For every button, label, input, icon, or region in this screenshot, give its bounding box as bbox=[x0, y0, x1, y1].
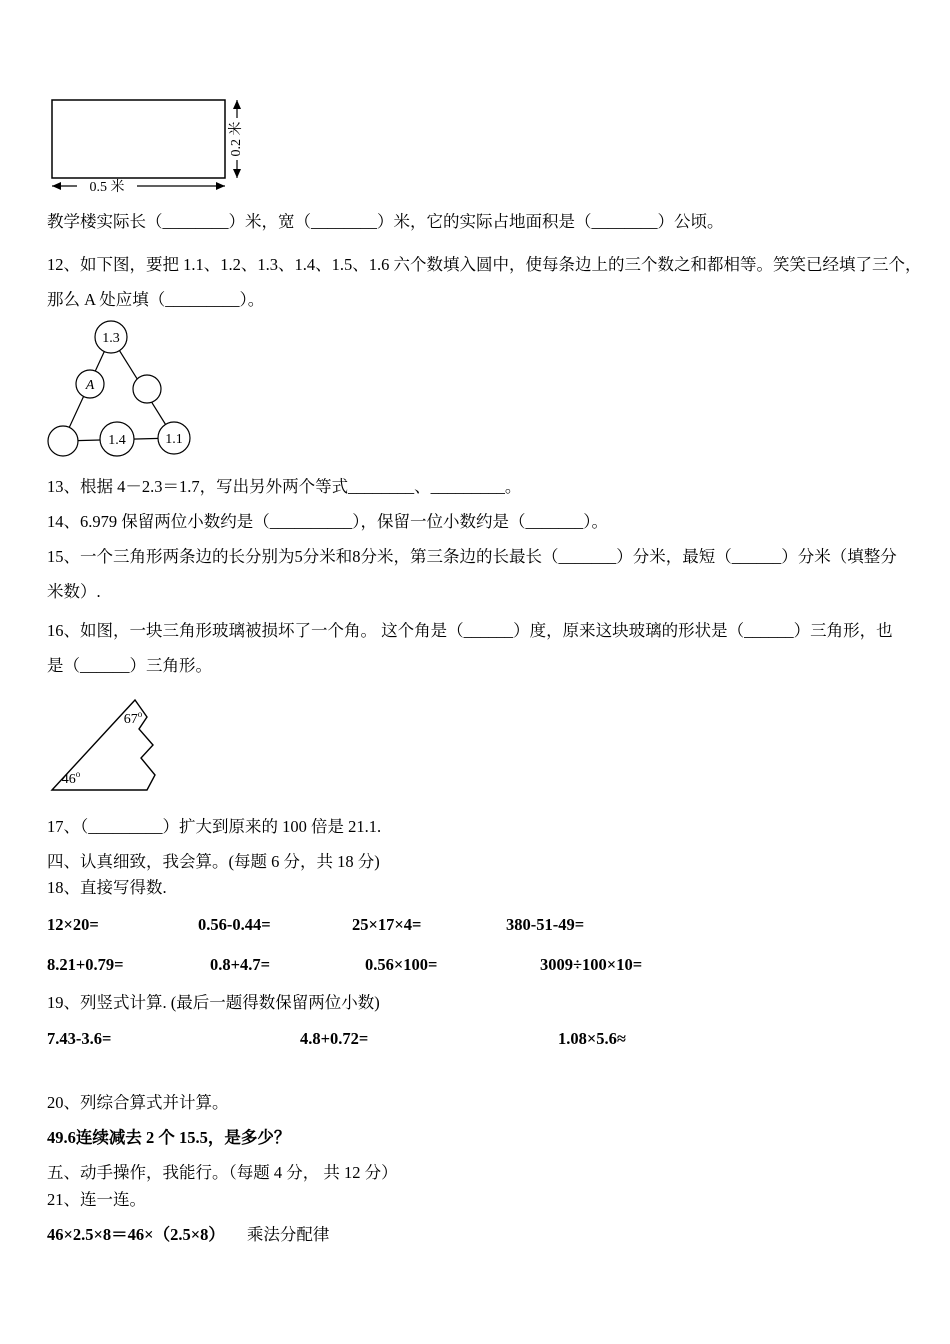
question-20-body: 49.6连续减去 2 个 15.5，是多少？ bbox=[47, 1128, 291, 1147]
circle-value-bottom-mid: 1.4 bbox=[108, 433, 126, 448]
calc-expression: 0.56-0.44= bbox=[198, 915, 271, 934]
arrowhead-up-icon bbox=[233, 100, 241, 109]
question-15: 15、一个三角形两条边的长分别为5分米和8分米，第三条边的长最长（_______）分米，最短（______）分米（填整分米数）. bbox=[47, 547, 897, 601]
arrowhead-left-icon bbox=[52, 182, 61, 190]
question-16: 16、如图，一块三角形玻璃被损坏了一个角。 这个角是（______）度，原来这块玻璃的形状是（______）三角形，也是（______）三角形。 bbox=[47, 621, 893, 675]
mental-math-row-2 bbox=[47, 945, 902, 985]
calc-expression: 25×17×4= bbox=[352, 915, 422, 934]
circle-value-a: A bbox=[85, 378, 95, 393]
rectangle-shape bbox=[52, 100, 225, 178]
broken-glass-diagram bbox=[47, 695, 217, 800]
triangle-fill-diagram bbox=[47, 317, 207, 461]
section-4-title: 四、认真细致，我会算。(每题 6 分，共 18 分) bbox=[47, 852, 380, 871]
circle-value-top: 1.3 bbox=[102, 331, 120, 346]
question-12-line1: 12、如下图，要把 1.1、1.2、1.3、1.4、1.5、1.6 六个数填入圆中，使每条边上的三个数之和都相等。笑笑已经填了三个， bbox=[47, 255, 922, 274]
question-12-line2: 那么 A 处应填（_________）。 bbox=[47, 290, 265, 309]
question-17: 17、（_________）扩大到原来的 100 倍是 21.1. bbox=[47, 817, 382, 836]
calc-expression: 0.56×100= bbox=[365, 955, 438, 974]
circle-right-mid bbox=[133, 375, 161, 403]
match-expression: 46×2.5×8＝46×（2.5×8） bbox=[47, 1225, 225, 1244]
section-5-title: 五、动手操作，我能行。（每题 4 分， 共 12 分） bbox=[47, 1163, 398, 1182]
calc-expression: 0.8+4.7= bbox=[210, 955, 271, 974]
arrowhead-right-icon bbox=[216, 182, 225, 190]
calc-expression: 4.8+0.72= bbox=[300, 1029, 369, 1048]
question-21-title: 21、连一连。 bbox=[47, 1190, 146, 1209]
calc-expression: 3009÷100×10= bbox=[540, 955, 643, 974]
glass-angle-top: 67$^o$ bbox=[123, 709, 143, 727]
question-13: 13、根据 4－2.3＝1.7，写出另外两个等式________、_________。 bbox=[47, 477, 522, 496]
glass-angle-bottom: 46$^o$ bbox=[61, 769, 81, 787]
mental-math-row-1 bbox=[47, 905, 902, 945]
arrowhead-down-icon bbox=[233, 169, 241, 178]
circle-value-bottom-right: 1.1 bbox=[165, 432, 183, 447]
question-11-tail: 教学楼实际长（________）米，宽（________）米，它的实际占地面积是（________）公顷。 bbox=[47, 212, 724, 231]
question-18-title: 18、直接写得数. bbox=[47, 878, 167, 897]
question-21-match-line bbox=[47, 1217, 902, 1252]
rectangle-diagram bbox=[47, 98, 309, 204]
column-math-row bbox=[47, 1020, 902, 1058]
question-19-title: 19、列竖式计算. (最后一题得数保留两位小数) bbox=[47, 993, 380, 1012]
calc-expression: 7.43-3.6= bbox=[47, 1029, 112, 1048]
circle-bottom-left bbox=[48, 426, 78, 456]
width-label: 0.5 米 bbox=[89, 180, 125, 195]
question-14: 14、6.979 保留两位小数约是（__________），保留一位小数约是（_______）。 bbox=[47, 512, 608, 531]
calc-expression: 12×20= bbox=[47, 915, 99, 934]
calc-expression: 8.21+0.79= bbox=[47, 955, 124, 974]
calc-expression: 1.08×5.6≈ bbox=[558, 1029, 626, 1048]
height-label: 0.2 米 bbox=[229, 121, 245, 157]
question-20-title: 20、列综合算式并计算。 bbox=[47, 1093, 229, 1112]
calc-expression: 380-51-49= bbox=[506, 915, 585, 934]
match-law-label: 乘法分配律 bbox=[246, 1225, 330, 1244]
